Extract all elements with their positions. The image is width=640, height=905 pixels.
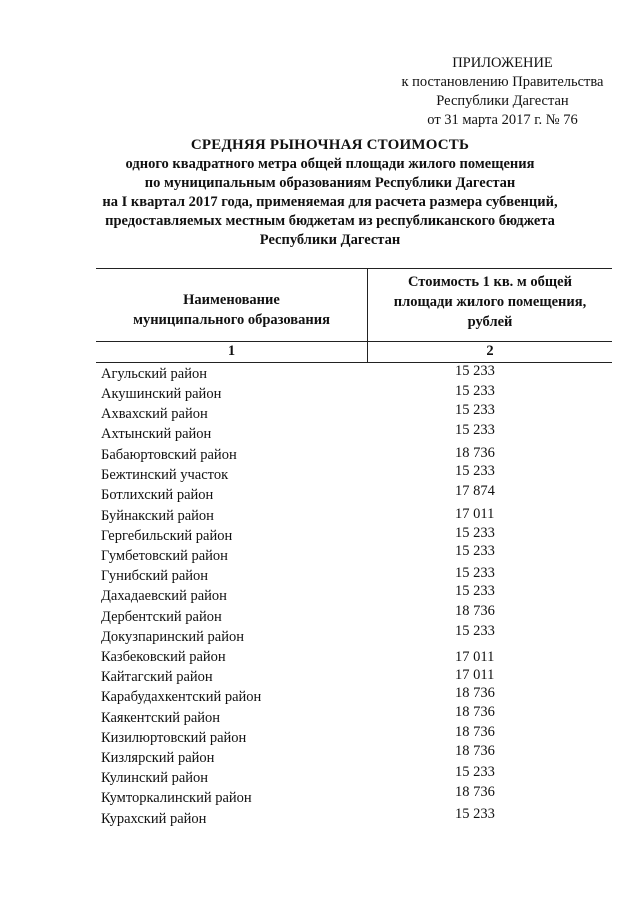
- title-line-5: Республики Дагестан: [259, 232, 401, 248]
- row-value: 15 233: [455, 422, 495, 438]
- row-name: Кизилюртовский район: [101, 730, 247, 746]
- col1-header: [96, 290, 367, 330]
- table-number-rule: [96, 362, 612, 363]
- row-value: 18 736: [455, 685, 495, 701]
- row-name: Каякентский район: [101, 710, 221, 726]
- document-title: [70, 136, 590, 250]
- row-name: Докузпаринский район: [101, 629, 245, 645]
- row-name: Ахтынский район: [101, 426, 212, 442]
- row-value: 18 736: [455, 784, 495, 800]
- col1-header-line-2: муниципального образования: [133, 312, 330, 328]
- row-value: 15 233: [455, 623, 495, 639]
- col2-header-line-1: Стоимость 1 кв. м общей: [408, 274, 572, 290]
- row-name: Кумторкалинский район: [101, 790, 252, 806]
- title-line-3: на I квартал 2017 года, применяемая для расчета размера субвенций,: [102, 194, 558, 210]
- row-value: 18 736: [455, 445, 495, 461]
- title-line-1: одного квадратного метра общей площади жилого помещения: [125, 156, 535, 172]
- row-name: Гунибский район: [101, 568, 209, 584]
- col2-header: [368, 272, 612, 332]
- row-name: Ботлихский район: [101, 487, 214, 503]
- row-value: 15 233: [455, 463, 495, 479]
- annex-line-1: к постановлению Правительства: [401, 74, 604, 90]
- row-name: Кизлярский район: [101, 750, 215, 766]
- row-value: 15 233: [455, 525, 495, 541]
- row-name: Ахвахский район: [101, 406, 208, 422]
- annex-label: ПРИЛОЖЕНИЕ: [452, 55, 553, 71]
- row-name: Гумбетовский район: [101, 548, 228, 564]
- title-line-4: предоставляемых местным бюджетам из республиканского бюджета: [105, 213, 555, 229]
- row-value: 15 233: [455, 402, 495, 418]
- row-value: 15 233: [455, 583, 495, 599]
- col1-header-line-1: Наименование: [183, 292, 280, 308]
- row-value: 15 233: [455, 363, 495, 379]
- row-name: Кулинский район: [101, 770, 209, 786]
- row-value: 18 736: [455, 743, 495, 759]
- title-main: СРЕДНЯЯ РЫНОЧНАЯ СТОИМОСТЬ: [190, 137, 470, 153]
- row-value: 17 011: [455, 506, 495, 522]
- row-name: Бабаюртовский район: [101, 447, 237, 463]
- row-name: Казбековский район: [101, 649, 226, 665]
- row-name: Бежтинский участок: [101, 467, 229, 483]
- col1-number: 1: [227, 343, 236, 359]
- row-value: 18 736: [455, 603, 495, 619]
- row-name: Буйнакский район: [101, 508, 214, 524]
- row-value: 15 233: [455, 806, 495, 822]
- annex-date: от 31 марта 2017 г. № 76: [427, 112, 578, 128]
- row-value: 17 011: [455, 667, 495, 683]
- col2-header-line-3: рублей: [467, 314, 513, 330]
- row-name: Кайтагский район: [101, 669, 213, 685]
- row-name: Дахадаевский район: [101, 588, 227, 604]
- table-header-rule: [96, 341, 612, 342]
- row-name: Курахский район: [101, 811, 207, 827]
- row-value: 17 874: [455, 483, 495, 499]
- col2-header-line-2: площади жилого помещения,: [393, 294, 587, 310]
- annex-block: [380, 54, 625, 130]
- row-name: Акушинский район: [101, 386, 222, 402]
- table-top-rule: [96, 268, 612, 269]
- row-value: 17 011: [455, 649, 495, 665]
- row-value: 18 736: [455, 724, 495, 740]
- row-value: 15 233: [455, 565, 495, 581]
- annex-line-2: Республики Дагестан: [436, 93, 569, 109]
- row-value: 15 233: [455, 383, 495, 399]
- row-value: 15 233: [455, 543, 495, 559]
- row-value: 15 233: [455, 764, 495, 780]
- title-line-2: по муниципальным образованиям Республики Дагестан: [144, 175, 516, 191]
- row-name: Карабудахкентский район: [101, 689, 262, 705]
- row-value: 18 736: [455, 704, 495, 720]
- row-name: Гергебильский район: [101, 528, 233, 544]
- col2-number: 2: [486, 343, 494, 359]
- row-name: Агульский район: [101, 366, 207, 382]
- row-name: Дербентский район: [101, 609, 222, 625]
